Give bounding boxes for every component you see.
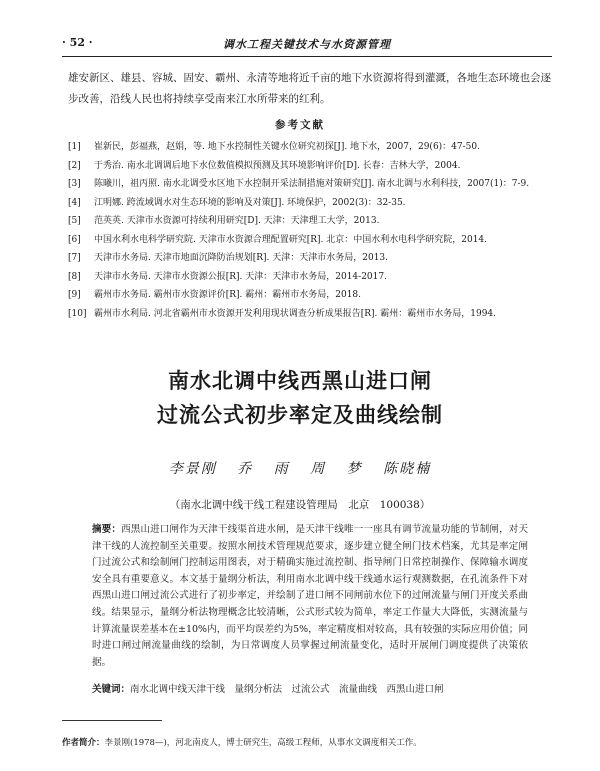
reference-item (68, 214, 556, 229)
author-footnote (62, 736, 560, 750)
reference-item (68, 140, 556, 155)
reference-number: [6] (68, 234, 81, 245)
reference-text: 于秀治. 南水北调调后地下水位数值模拟预测及其环境影响评价[D]. 长春：吉林大学，2004. (94, 160, 461, 171)
reference-number: [7] (68, 253, 81, 263)
keywords (92, 682, 528, 698)
header-rule (62, 56, 552, 57)
reference-item (68, 177, 556, 192)
reference-item (68, 233, 556, 248)
running-title: 调水工程关键技术与水资源管理 (223, 38, 391, 51)
footnote-label: 作者简介： (62, 738, 105, 748)
intro-paragraph: 雄安新区、雄县、容城、固安、霸州、永清等地将近千亩的地下水资源将得到灌溉，各地生态环境也会逐步改善，沿线人民也将持续享受南来江水所带来的红利。 (68, 72, 551, 105)
page-header (62, 36, 552, 54)
reference-text: 霸州市水利局. 河北省霸州市水资源开发利用现状调查分析成果报告[R]. 霸州：霸州市水务局，1994. (94, 308, 497, 319)
author-list: 李景刚 乔 雨 周 梦 陈晓楠 (168, 461, 432, 477)
reference-number: [5] (68, 216, 81, 226)
footnote-text: 李景刚(1978—)，河北南皮人，博士研究生，高级工程师，从事水文调度相关工作。 (104, 738, 422, 748)
reference-text: 范英英. 天津市水资源可持续利用研究[D]. 天津：天津理工大学，2013. (94, 216, 380, 226)
reference-number: [9] (68, 290, 81, 300)
reference-item (68, 307, 556, 322)
keywords-text: 南水北调中线天津干线 量纲分析法 过流公式 流量曲线 西黑山进口闸 (130, 684, 444, 695)
reference-text: 中国水利水电科学研究院. 天津市水资源合理配置研究[R]. 北京：中国水利水电科学研究院，2014. (94, 234, 488, 245)
reference-number: [2] (68, 160, 81, 171)
footnote-rule (62, 720, 162, 721)
reference-list (68, 140, 556, 325)
reference-item (68, 270, 556, 285)
article-title-line-2: 过流公式初步率定及曲线绘制 (157, 403, 443, 427)
reference-text: 陈曦川，祖丙照. 南水北调受水区地下水控制开采法制措施对策研究[J]. 南水北调与水利科技，2007(1)：7-9. (94, 179, 530, 189)
reference-item (68, 288, 556, 303)
reference-item (68, 159, 556, 174)
reference-text: 霸州市水务局. 霸州市水资源评价[R]. 霸州：霸州市水务局，2018. (94, 290, 362, 300)
reference-text: 江明娜. 跨流域调水对生态环境的影响及对策[J]. 环境保护，2002(3)：32-35. (94, 197, 406, 208)
reference-text: 天津市水务局. 天津市地面沉降防治规划[R]. 天津：天津市水务局，2013. (94, 253, 389, 263)
page-number: · 52 · (62, 36, 93, 49)
reference-number: [4] (68, 197, 81, 208)
keywords-label: 关键词： (92, 684, 131, 695)
reference-number: [10] (68, 308, 87, 319)
reference-number: [3] (68, 179, 81, 189)
reference-number: [8] (68, 271, 81, 282)
reference-text: 天津市水务局. 天津市水资源公报[R]. 天津：天津市水务局，2014-2017. (94, 271, 387, 282)
reference-item (68, 196, 556, 211)
article-title-line-1: 南水北调中线西黑山进口闸 (168, 369, 432, 393)
author-affiliation: （南水北调中线干线工程建设管理局 北京 100038） (169, 499, 431, 511)
references-heading: 参考文献 (275, 119, 325, 131)
abstract (92, 522, 528, 671)
reference-item (68, 251, 556, 266)
reference-number: [1] (68, 142, 81, 152)
abstract-label: 摘要： (92, 524, 122, 535)
reference-text: 崔新民，彭福燕，赵娟，等. 地下水控制性关键水位研究初探[J]. 地下水，2007，29(6)：47-50. (94, 142, 480, 152)
abstract-text: 西黑山进口闸作为天津干线渠首进水闸，是天津干线唯一一座具有调节流量功能的节制闸，对天津干线的人流控制至关重要。按照水闸技术管理规范要求，逐步建立健全闸门技术档案，尤其是率定闸门过流公式和绘制闸门控制运用图表，对于精确实施过流控制、指导闸门日常控制操作、保障输水调度安全具有重要意义。本文基于量纲分析法，利用南水北调中线干线通水运行观测数据，在孔流条件下对西黑山进口闸过流公式进行了初步率定，并绘制了进口闸不同闸前水位下的过闸流量与闸门开度关系曲线。结果显示，量纲分析法物理概念比较清晰，公式形式较为简单，率定工作量大大降低，实测流量与计算流量误差基本在±10%内，而平均误差约为5%，率定精度相对较高，具有较强的实际应用价值；同时进口闸过闸流量曲线的绘制，为日常调度人员掌握过闸流量变化，适时开展闸门调度提供了决策依据。 (92, 524, 528, 668)
article-title (0, 364, 600, 432)
